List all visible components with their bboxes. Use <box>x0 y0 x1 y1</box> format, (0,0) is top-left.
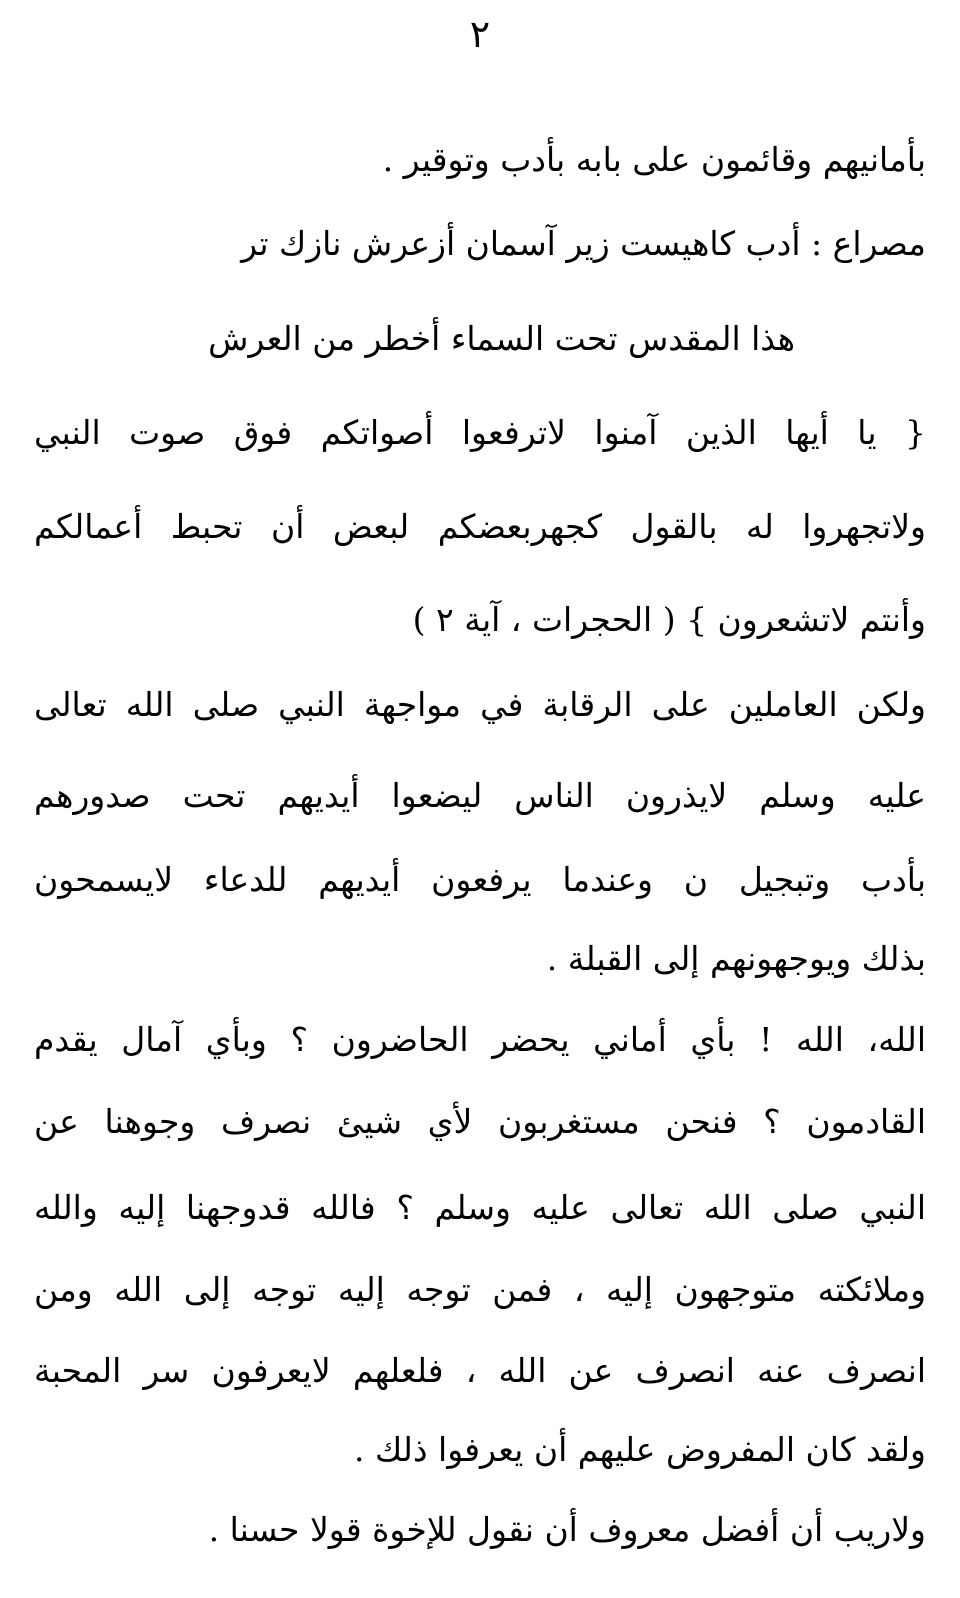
text-line-16: ولقد كان المفروض عليهم أن يعرفوا ذلك . <box>354 1430 926 1469</box>
text-line-8: عليه وسلم لايذرون الناس ليضعوا أيديهم تحت صدورهم <box>34 776 926 815</box>
text-line-5: ولاتجهروا له بالقول كجهربعضكم لبعض أن تحبط أعمالكم <box>34 507 926 546</box>
text-line-1: بأمانيهم وقائمون على بابه بأدب وتوقير . <box>382 140 926 179</box>
text-line-2: مصراع : أدب كاهيست زير آسمان أزعرش نازك تر <box>241 224 926 263</box>
text-line-10: بذلك ويوجهونهم إلى القبلة . <box>546 939 926 978</box>
verse-line: هذا المقدس تحت السماء أخطر من العرش <box>208 319 795 358</box>
text-line-15: انصرف عنه انصرف عن الله ، فلعلهم لايعرفون سر المحبة <box>34 1351 926 1390</box>
page-number: ٢ <box>469 12 491 56</box>
text-line-4: { يا أيها الذين آمنوا لاترفعوا أصواتكم فوق صوت النبي <box>34 413 926 452</box>
text-line-7: ولكن العاملين على الرقابة في مواجهة النبي صلى الله تعالى <box>34 685 926 724</box>
text-line-11: الله، الله ! بأي أماني يحضر الحاضرون ؟ وبأي آمال يقدم <box>34 1020 926 1059</box>
text-line-12: القادمون ؟ فنحن مستغربون لأي شيئ نصرف وجوهنا عن <box>34 1102 926 1141</box>
text-line-17: ولاريب أن أفضل معروف أن نقول للإخوة قولا حسنا . <box>208 1510 926 1549</box>
text-line-9: بأدب وتبجيل ن وعندما يرفعون أيديهم للدعاء لايسمحون <box>34 860 926 899</box>
text-line-14: وملائكته متوجهون إليه ، فمن توجه إليه توجه إلى الله ومن <box>34 1270 926 1309</box>
text-line-13: النبي صلى الله تعالى عليه وسلم ؟ فالله قدوجهنا إليه والله <box>34 1188 926 1227</box>
text-line-6: وأنتم لاتشعرون } ( الحجرات ، آية ٢ ) <box>412 600 926 639</box>
